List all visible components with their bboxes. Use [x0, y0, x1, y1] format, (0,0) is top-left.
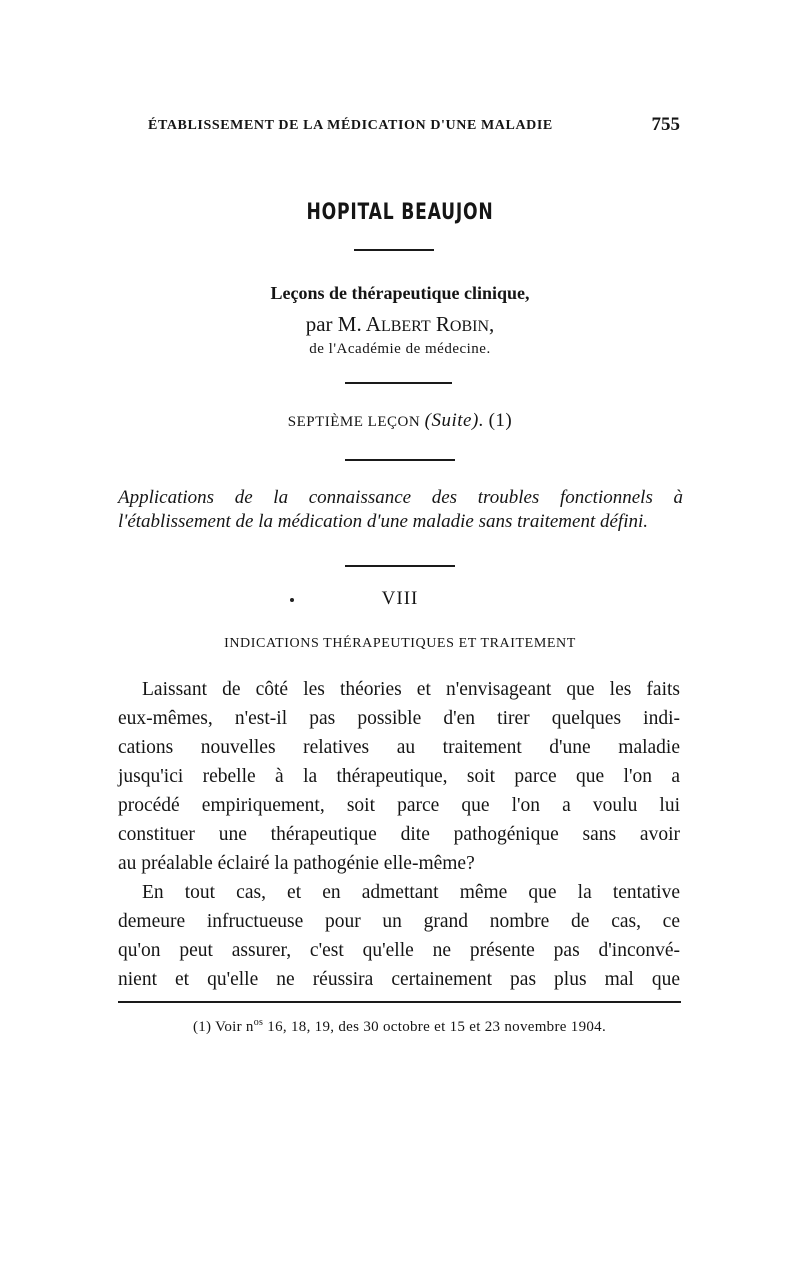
section-title: INDICATIONS THÉRAPEUTIQUES ET TRAITEMENT	[224, 636, 576, 651]
hospital-title: HOPITAL BEAUJON	[306, 200, 494, 225]
lessons-heading: Leçons de thérapeutique clinique,	[270, 283, 530, 303]
body-line: eux-mêmes, n'est-il pas possible d'en tirer quelques indi-	[118, 708, 680, 729]
page-number: 755	[651, 114, 680, 135]
academy-line: de l'Académie de médecine.	[309, 341, 491, 357]
footnote-text-after: 16, 18, 19, des 30 octobre et 15 et 23 novembre 1904.	[263, 1019, 607, 1035]
subtitle-rule	[345, 565, 455, 567]
footnote-text-before: Voir n	[211, 1019, 254, 1035]
title-rule	[354, 249, 434, 251]
author-first-rest: LBERT	[380, 318, 431, 335]
body-line: qu'on peut assurer, c'est qu'elle ne présente pas d'inconvé-	[118, 940, 680, 961]
footnote-sup: os	[253, 1017, 264, 1028]
footnote-marker: (1)	[192, 1019, 212, 1035]
footnote	[118, 1017, 681, 1036]
body-line: constituer une thérapeutique dite pathogénique sans avoir	[118, 824, 680, 845]
body-line: demeure infructueuse pour un grand nombre de cas, ce	[118, 911, 680, 932]
body-line: jusqu'ici rebelle à la thérapeutique, soit parce que l'on a	[118, 766, 680, 787]
author-last-initial: R	[435, 312, 450, 336]
body-line: nient et qu'elle ne réussira certainement pas plus mal que	[118, 969, 680, 990]
lesson-footnote-marker: (1)	[488, 410, 513, 431]
section-number: VIII	[381, 588, 419, 609]
lesson-label: SEPTIÈME LEÇON	[287, 414, 421, 430]
body-line: au préalable éclairé la pathogénie elle-même?	[118, 853, 475, 874]
author-comma: ,	[489, 312, 495, 336]
running-head	[118, 112, 680, 142]
lesson-suite: (Suite).	[424, 410, 485, 431]
body-line: procédé empiriquement, soit parce que l'on a voulu lui	[118, 795, 680, 816]
footnote-rule	[118, 1001, 681, 1003]
author-line	[0, 312, 800, 337]
lesson-line	[0, 410, 800, 432]
author-rule	[345, 382, 452, 384]
author-first-initial: A	[365, 312, 381, 336]
lesson-subtitle: Applications de la connaissance des troubles fonctionnels à l'établissement de la médication d'une maladie sans traitement défini.	[118, 487, 683, 532]
body-line: En tout cas, et en admettant même que la tentative	[142, 882, 680, 903]
author-par: par M.	[305, 312, 366, 336]
author-last-rest: OBIN	[449, 318, 490, 335]
body-line: Laissant de côté les théories et n'envisageant que les faits	[142, 679, 680, 700]
body-text	[118, 675, 680, 994]
body-line: cations nouvelles relatives au traitement d'une maladie	[118, 737, 680, 758]
lesson-rule	[345, 459, 455, 461]
running-title: ÉTABLISSEMENT DE LA MÉDICATION D'UNE MALADIE	[148, 118, 553, 133]
